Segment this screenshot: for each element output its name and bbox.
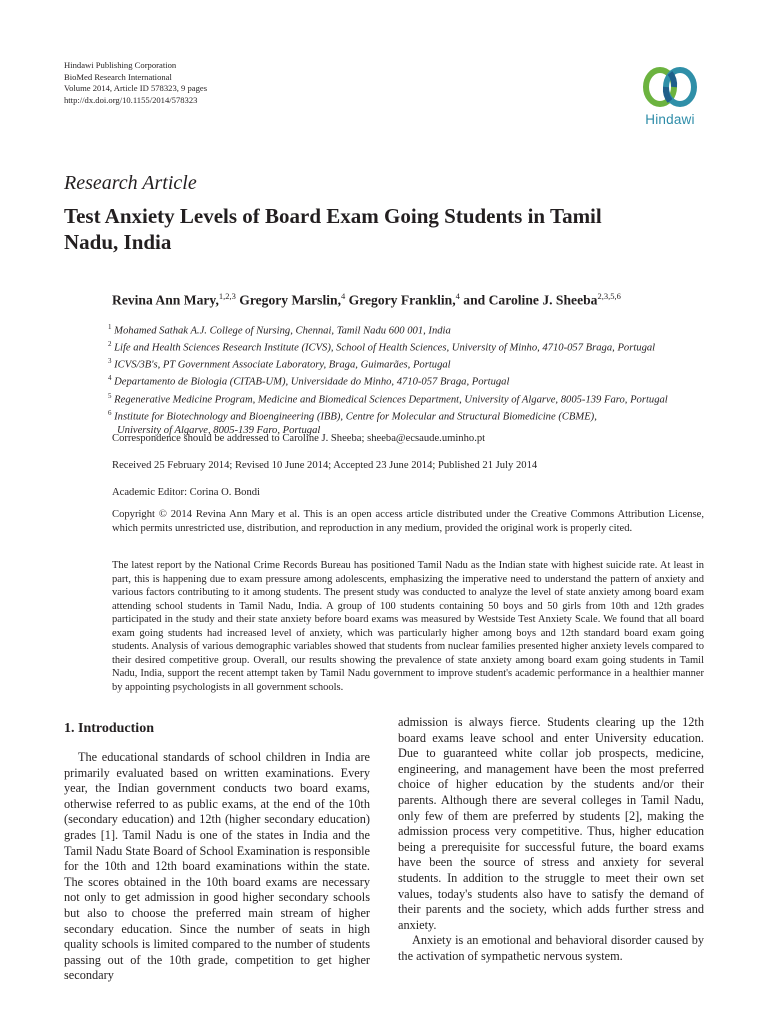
affiliation-text: University of Algarve, 8005-139 Faro, Portugal (117, 424, 321, 436)
affiliation-item (108, 372, 708, 389)
author-name: Gregory Franklin, (348, 292, 456, 308)
affiliation-text: Regenerative Medicine Program, Medicine and Biomedical Sciences Department, University of Algarve, 8005-139 Faro, Portugal (114, 394, 668, 406)
affiliation-number: 1 (108, 323, 112, 331)
affiliation-text: Institute for Biotechnology and Bioengineering (IBB), Centre for Molecular and Structural Biomedicine (CBME), (114, 411, 597, 423)
affiliation-number: 5 (108, 391, 112, 400)
affiliation-text: Mohamed Sathak A.J. College of Nursing, Chennai, Tamil Nadu 600 001, India (114, 325, 451, 337)
academic-editor-line: Academic Editor: Corina O. Bondi (112, 487, 260, 498)
hindawi-logo-text: Hindawi (645, 112, 695, 127)
author-affiliation-marker: 1,2,3 (218, 291, 236, 301)
article-title: Test Anxiety Levels of Board Exam Going Students in Tamil Nadu, India (64, 204, 602, 254)
article-type: Research Article (64, 172, 197, 194)
body-paragraph: admission is always fierce. Students clearing up the 12th board exams leave school and enter University education. Due to guaranteed white collar job prospects, medicine, engineering, and management have been the most preferred choice of higher education by the students and/or their parents. Although there are several colleges in Tamil Nadu, only few of them are preferred by students [2], making the admission process very competitive. Thus, higher education being a prerequisite for successful future, the board exams have been the source of stress and anxiety for several students. In addition to the struggle to meet their own set values, today's students also have to satisfy the demand of their parents and the society, which adds further stress and anxiety. (398, 715, 704, 932)
affiliation-text: Life and Health Sciences Research Institute (ICVS), School of Health Sciences, University of Minho, 4710-057 Braga, Portugal (114, 342, 656, 354)
author-name: and Caroline J. Sheeba (463, 292, 598, 308)
affiliation-text: ICVS/3B's, PT Government Associate Laboratory, Braga, Guimarães, Portugal (114, 359, 451, 371)
affiliation-text: Departamento de Biologia (CITAB-UM), Universidade do Minho, 4710-057 Braga, Portugal (114, 376, 510, 388)
author-affiliation-marker: 4 (455, 291, 460, 301)
header-meta (64, 60, 207, 106)
author-affiliation-marker: 2,3,5,6 (597, 291, 621, 301)
affiliation-item (108, 338, 708, 355)
author-name: Gregory Marslin, (239, 292, 341, 308)
author-name: Revina Ann Mary, (112, 292, 219, 308)
copyright-notice: Copyright © 2014 Revina Ann Mary et al. This is an open access article distributed under the Creative Commons Attribution License, which permits unrestricted use, distribution, and reproduction in any medium, provided the original work is properly cited. (112, 509, 704, 534)
affiliation-item (108, 321, 708, 338)
body-paragraph: Anxiety is an emotional and behavioral disorder caused by the activation of sympathetic nervous system. (398, 933, 704, 963)
body-column-left (64, 715, 370, 984)
affiliation-item (108, 407, 708, 424)
body-column-right (398, 715, 704, 965)
affiliation-number: 3 (108, 357, 112, 366)
doi-link[interactable]: http://dx.doi.org/10.1155/2014/578323 (64, 94, 198, 105)
correspondence-line: Correspondence should be addressed to Caroline J. Sheeba; sheeba@ecsaude.uminho.pt (112, 433, 486, 444)
affiliation-number: 2 (108, 340, 112, 349)
dates-line: Received 25 February 2014; Revised 10 June 2014; Accepted 23 June 2014; Published 21 July 2014 (112, 460, 538, 471)
author-list (112, 291, 712, 309)
author-affiliation-marker: 4 (340, 291, 346, 301)
body-paragraph: The educational standards of school children in India are primarily evaluated based on written examinations. Every year, the Indian government conducts two board exams, otherwise referred to as public exams, at the end of the 10th (secondary education) and 12th (higher secondary education) grades [1]. Tamil Nadu is one of the states in India and the Tamil Nadu State Board of School Examination is responsible for the 10th and 12th board examinations within the state. The scores obtained in the 10th board exams are necessary not only to get admission in good higher secondary schools but also to choose the preferred main stream of higher secondary education. Since the number of seats in high quality schools is limited compared to the number of students passing out of the 10th grade, competition to get higher secondary (64, 750, 370, 983)
affiliation-list (108, 321, 708, 437)
abstract: The latest report by the National Crime Records Bureau has positioned Tamil Nadu as the Indian state with highest suicide rate. At least in part, this is happening due to exam pressure among adolescents, emphasizing the imperative need to understand the pattern of anxiety and various factors contributing to it among students. The present study was conducted to analyze the level of state anxiety among board exam attending school students in Tamil Nadu, India. A group of 100 students containing 50 boys and 50 girls from 10th and 12th grades participated in the study and their state anxiety before board exams was measured by Westside Test Anxiety Scale. We found that all board exam going students had increased level of anxiety, which was particularly higher among boys and 12th standard board exam going students. Analysis of various demographic variables showed that students from nuclear families presented higher anxiety levels compared to their desired competitive group. Overall, our results showing the prevalence of state anxiety among board exam going students in Tamil Nadu, India, support the recent attempt taken by Tamil Nadu government to improve student's academic performance in a healthier manner by appointing psychologists in all government schools. (112, 560, 704, 693)
affiliation-number: 4 (108, 374, 112, 383)
affiliation-item (108, 355, 708, 372)
affiliation-number: 6 (108, 408, 112, 417)
publisher-name: Hindawi Publishing Corporation (64, 60, 177, 70)
section-heading: 1. Introduction (64, 721, 154, 736)
journal-name: BioMed Research International (64, 71, 172, 82)
affiliation-item (108, 390, 708, 407)
volume-line: Volume 2014, Article ID 578323, 9 pages (64, 83, 208, 93)
